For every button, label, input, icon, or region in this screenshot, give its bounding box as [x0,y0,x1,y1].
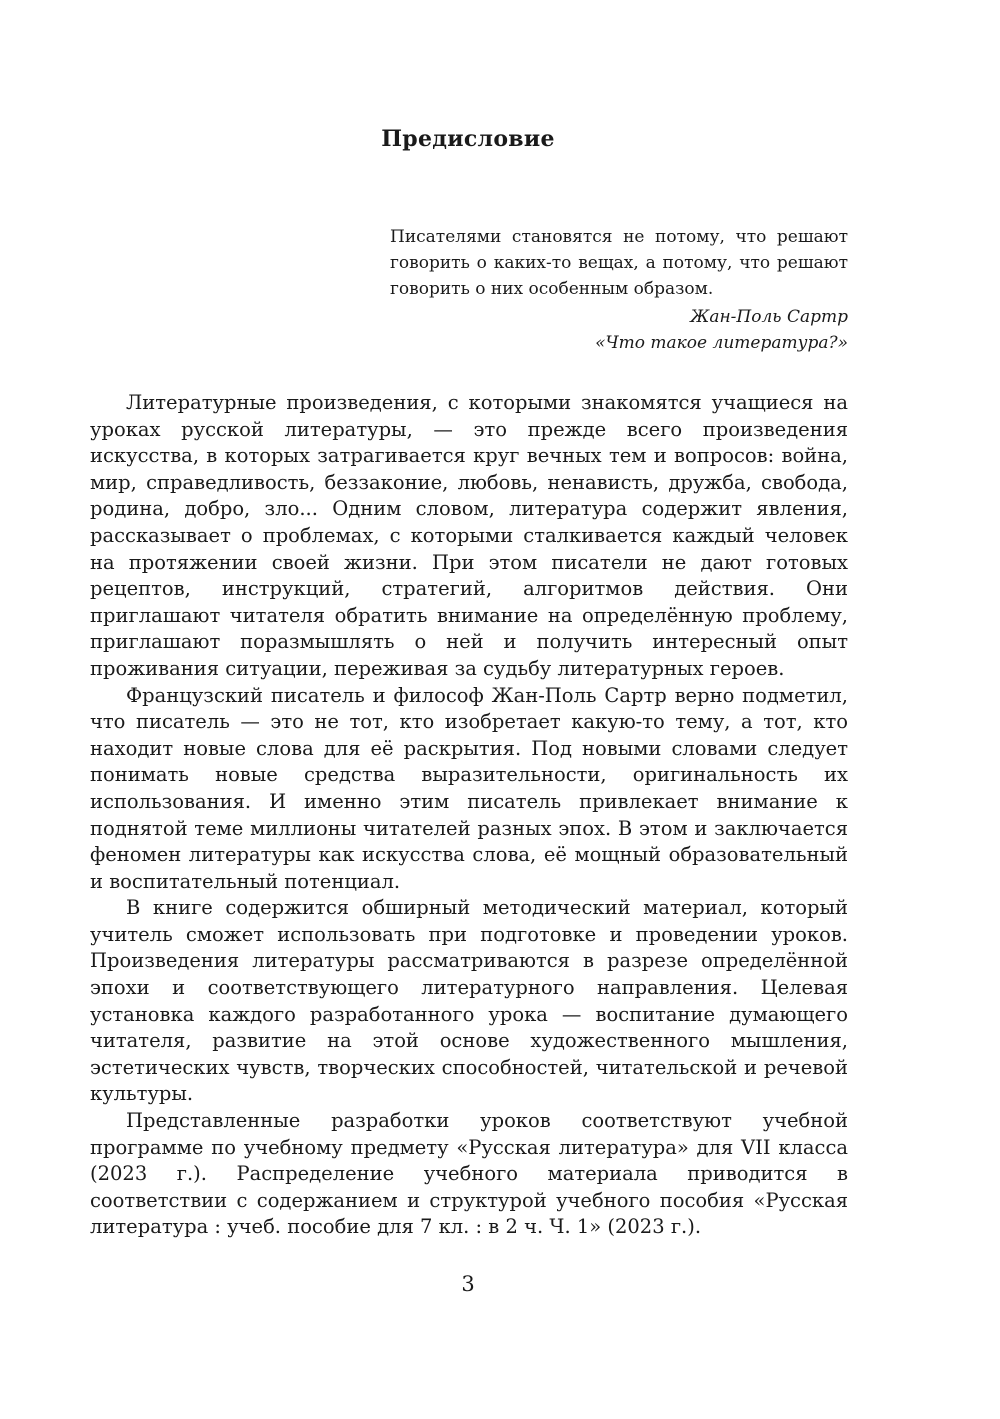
paragraph: Французский писатель и философ Жан-Поль Сартр верно подметил, что писатель — это не тот, кто изобретает какую-то тему, а тот, кто находит новые слова для её раскрытия. Под новыми словами следует понимать новые средства выразительности, оригинальность их использования. И именно этим писатель привлекает внимание к поднятой теме миллионы читателей разных эпох. В этом и заключается феномен литературы как искусства слова, её мощный образовательный и воспитательный потенциал. [90,683,848,893]
page-number: 3 [461,1272,475,1296]
epigraph-source: «Что такое литература?» [595,333,848,353]
paragraph: Представленные разработки уроков соответствуют учебной программе по учебному предмету «Русская литература» для VII класса (2023 г.). Распределение учебного материала приводится в соответствии с содержанием и структурой учебного пособия «Русская литература : учеб. пособие для 7 кл. : в 2 ч. Ч. 1» (2023 г.). [90,1109,848,1239]
epigraph-text: Писателями становятся не потому, что решают говорить о каких-то вещах, а потому, что решают говорить о них особенным образом. [390,227,848,299]
body-text [90,390,848,1241]
epigraph [390,224,848,356]
page-title: Предисловие [381,126,555,152]
epigraph-author: Жан-Поль Сартр [690,307,848,327]
paragraph: В книге содержится обширный методический материал, который учитель сможет использовать при подготовке и проведении уроков. Произведения литературы рассматриваются в разрезе определённой эпохи и соответствующего литературного направления. Целевая установка каждого разработанного урока — воспитание думающего читателя, развитие на этой основе художественного мышления, эстетических чувств, творческих способностей, читательской и речевой культуры. [90,896,848,1106]
paragraph: Литературные произведения, с которыми знакомятся учащиеся на уроках русской литературы, — это прежде всего произведения искусства, в которых затрагивается круг вечных тем и вопросов: война, мир, справедливость, беззаконие, любовь, ненависть, дружба, свобода, родина, добро, зло... Одним словом, литература содержит явления, рассказывает о проблемах, с которыми сталкивается каждый человек на протяжении своей жизни. При этом писатели не дают готовых рецептов, инструкций, стратегий, алгоритмов действия. Они приглашают читателя обратить внимание на определённую проблему, приглашают поразмышлять о ней и получить интересный опыт проживания ситуации, переживая за судьбу литературных героев. [90,391,848,680]
